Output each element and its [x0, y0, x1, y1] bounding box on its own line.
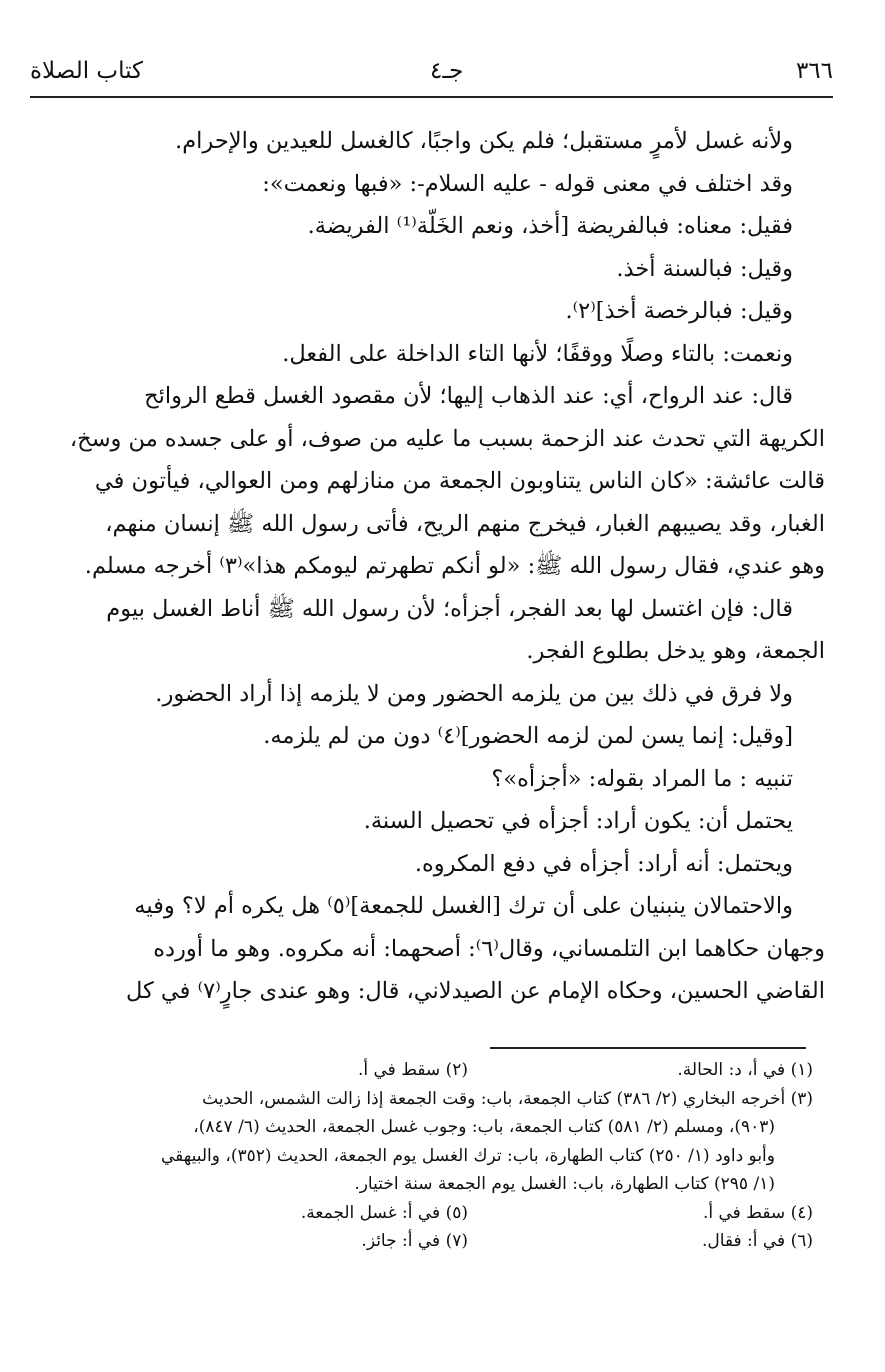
- text-line: قال: فإن اغتسل لها بعد الفجر، أجزأه؛ لأن رسول الله ﷺ أناط الغسل بيوم: [106, 595, 793, 622]
- text-line: ولا فرق في ذلك بين من يلزمه الحضور ومن لا يلزمه إذا أراد الحضور.: [155, 680, 793, 707]
- footnote: (٤) سقط في أ.: [702, 1202, 813, 1223]
- text-line: ولأنه غسل لأمرٍ مستقبل؛ فلم يكن واجبًا، كالغسل للعيدين والإحرام.: [175, 128, 793, 154]
- text-line: وقيل: فبالرخصة أخذ]⁽٢⁾.: [565, 298, 793, 324]
- footnote: (٦) في أ: فقال.: [701, 1231, 813, 1251]
- text-line: وقد اختلف في معنى قوله - عليه السلام-: «فبها ونعمت»:: [262, 170, 793, 197]
- main-text: [60, 120, 825, 1013]
- running-header: [30, 58, 833, 92]
- text-line: الغبار، وقد يصيبهم الغبار، فيخرج منهم الريح، فأتى رسول الله ﷺ إنسان منهم،: [105, 510, 825, 537]
- text-line: قالت عائشة: «كان الناس يتناوبون الجمعة من منازلهم ومن العوالي، فيأتون في: [94, 468, 825, 494]
- text-line: وهو عندي، فقال رسول الله ﷺ: «لو أنكم تطهرتم ليومكم هذا»⁽٣⁾ أخرجه مسلم.: [84, 553, 825, 579]
- text-line: يحتمل أن: يكون أراد: أجزأه في تحصيل السنة.: [363, 808, 793, 834]
- footnote: (٧) في أ: جائز.: [361, 1231, 468, 1251]
- text-line: ويحتمل: أنه أراد: أجزأه في دفع المكروه.: [414, 850, 793, 877]
- text-line: وجهان حكاهما ابن التلمساني، وقال⁽٦⁾: أصحهما: أنه مكروه. وهو ما أورده: [153, 935, 825, 962]
- footnote: (١) في أ، د: الحالة.: [677, 1060, 813, 1080]
- text-line: ونعمت: بالتاء وصلًا ووقفًا؛ لأنها التاء الداخلة على الفعل.: [282, 340, 793, 367]
- footnote: (٣) أخرجه البخاري (٢/ ٣٨٦) كتاب الجمعة، باب: وقت الجمعة إذا زالت الشمس، الحديث: [202, 1088, 813, 1109]
- footnote-divider: [490, 1047, 806, 1049]
- text-line: تنبيه : ما المراد بقوله: «أجزأه»؟: [491, 765, 793, 792]
- text-line: [وقيل: إنما يسن لمن لزمه الحضور]⁽٤⁾ دون من لم يلزمه.: [263, 723, 793, 749]
- header-divider: [30, 96, 833, 98]
- volume-number: جـ٤: [430, 58, 464, 84]
- footnote-continuation: وأبو داود (١/ ٢٥٠) كتاب الطهارة، باب: ترك الغسل يوم الجمعة، الحديث (٣٥٢)، والبيهقي: [160, 1145, 775, 1166]
- text-line: فقيل: معناه: فبالفريضة [أخذ، ونعم الخَلّة⁽¹⁾ الفريضة.: [307, 213, 793, 239]
- text-line: قال: عند الرواح، أي: عند الذهاب إليها؛ لأن مقصود الغسل قطع الروائح: [144, 383, 793, 409]
- footnote-row: [70, 1199, 813, 1228]
- page-number: ٣٦٦: [795, 58, 833, 84]
- text-line: وقيل: فبالسنة أخذ.: [616, 255, 793, 282]
- book-title: كتاب الصلاة: [30, 58, 143, 84]
- text-line: والاحتمالان ينبنيان على أن ترك [الغسل للجمعة]⁽٥⁾ هل يكره أم لا؟ وفيه: [134, 893, 793, 919]
- footnote-row: [70, 1056, 813, 1085]
- footnote: (٢) سقط في أ.: [357, 1060, 468, 1080]
- text-line: القاضي الحسين، وحكاه الإمام عن الصيدلاني، قال: وهو عندى جارٍ⁽٧⁾ في كل: [126, 978, 825, 1004]
- footnotes: [70, 1056, 813, 1256]
- footnote-continuation: (٩٠٣)، ومسلم (٢/ ٥٨١) كتاب الجمعة، باب: وجوب غسل الجمعة، الحديث (٦/ ٨٤٧)،: [193, 1117, 775, 1137]
- text-line: الكريهة التي تحدث عند الزحمة بسبب ما عليه من صوف، أو على جسده من وسخ،: [69, 425, 825, 452]
- text-line: الجمعة، وهو يدخل بطلوع الفجر.: [526, 638, 825, 664]
- footnote-continuation: (١/ ٢٩٥) كتاب الطهارة، باب: الغسل يوم الجمعة سنة اختيار.: [354, 1174, 775, 1194]
- footnote-row: [70, 1227, 813, 1256]
- footnote: (٥) في أ: غسل الجمعة.: [300, 1202, 468, 1223]
